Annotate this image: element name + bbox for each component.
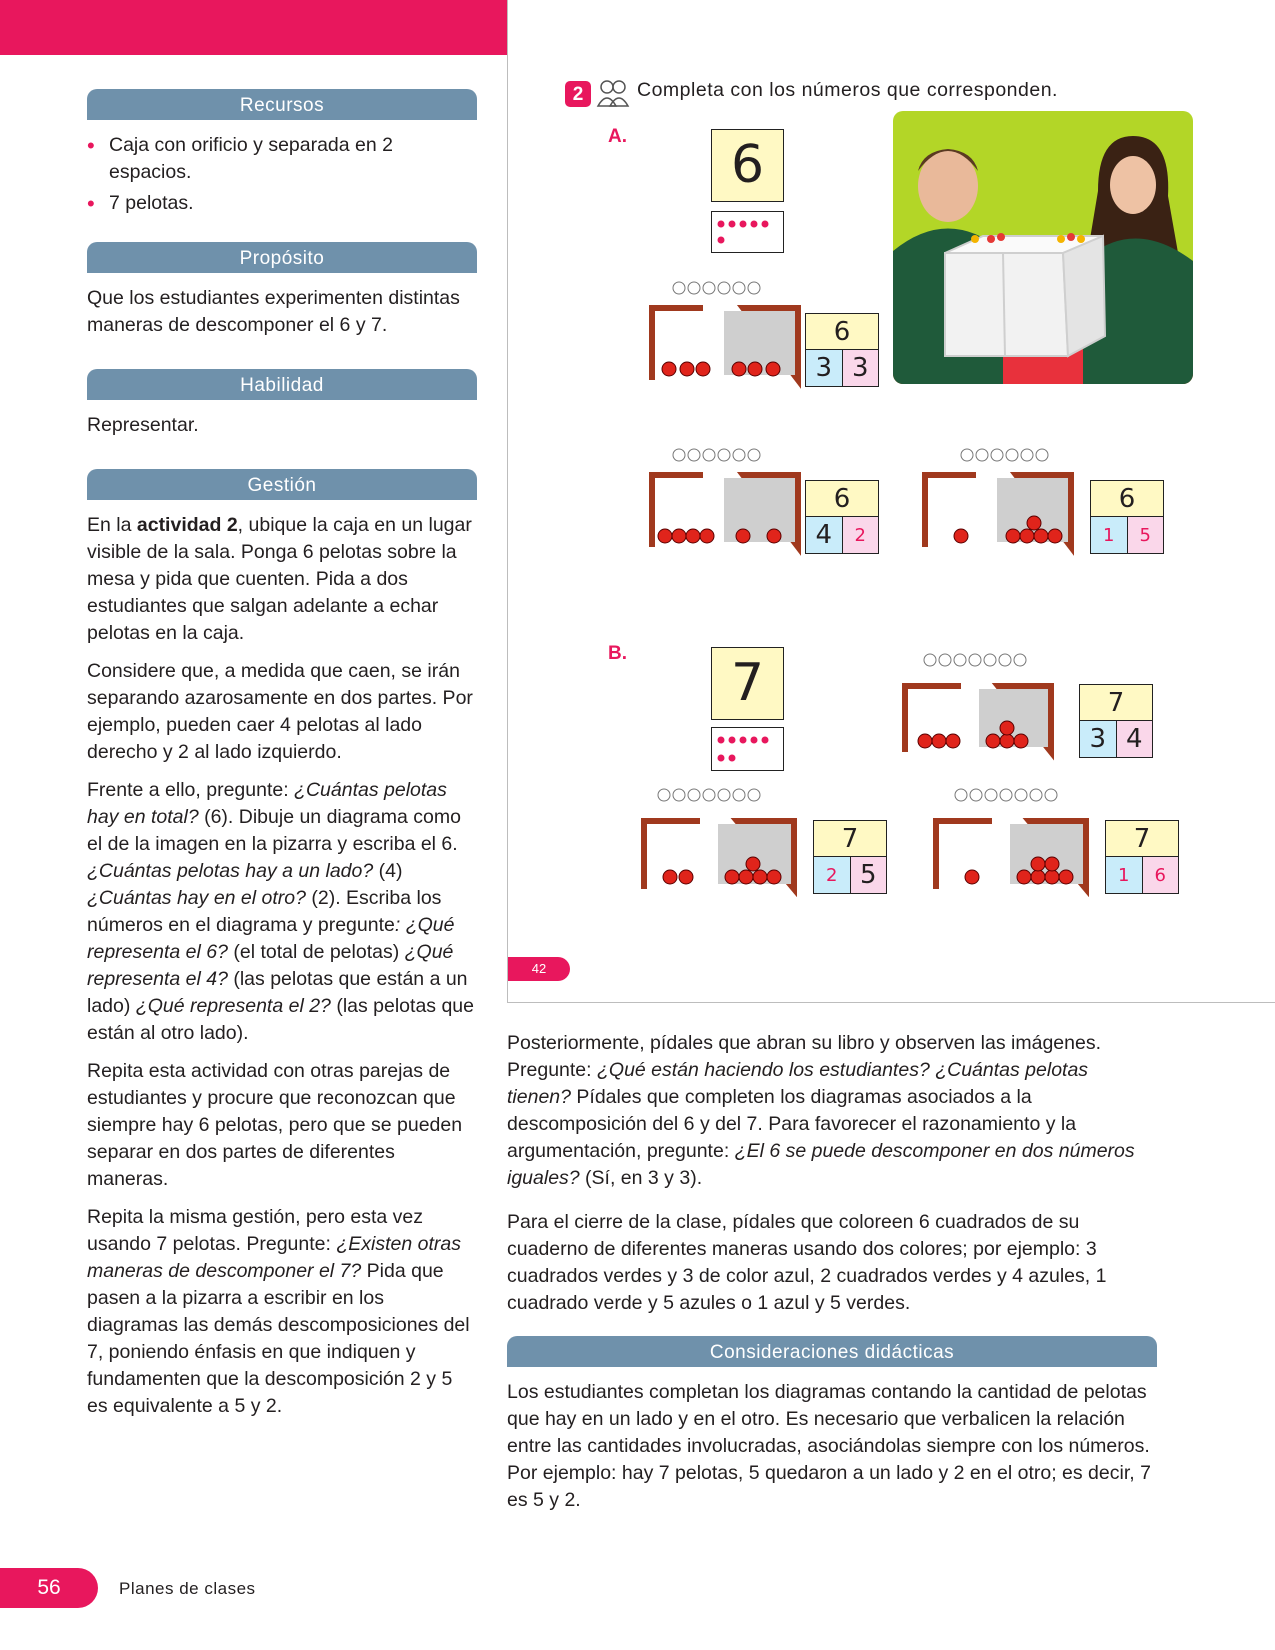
total-number-card: 6 xyxy=(711,129,784,202)
page-number: 56 xyxy=(0,1568,98,1608)
recursos-list xyxy=(87,132,477,217)
number-bond-diagram: 7 3 4 xyxy=(1079,684,1153,758)
gestion-text xyxy=(87,512,477,1431)
gestion-paragraph: Considere que, a medida que caen, se irán separando azarosamente en dos partes. Por ejemplo, pueden caer 4 pelotas al lado derecho y 2 al lado izquierdo. xyxy=(87,660,473,763)
number-bond-diagram: 6 4 2 xyxy=(805,480,879,554)
proposito-text: Que los estudiantes experimenten distintas maneras de descomponer el 6 y 7. xyxy=(87,287,460,336)
number-bond-diagram: 6 1 5 xyxy=(1090,480,1164,554)
ball-box-diagram xyxy=(648,447,803,557)
top-accent-bar xyxy=(0,0,507,55)
gestion-paragraph: Frente a ello, pregunte: ¿Cuántas pelotas hay en total? (6). Dibuje un diagrama como el de la imagen en la pizarra y escriba el 6. ¿Cuántas pelotas hay a un lado? (4) ¿Cuántas hay en el otro? (2). Escriba los números en el diagrama y pregunte: ¿Qué representa el 6? (el total de pelotas) ¿Qué representa el 4? (las pelotas que están a un lado) ¿Qué representa el 2? (las pelotas que están al otro lado). xyxy=(87,779,474,1044)
ball-box-diagram xyxy=(648,280,803,390)
textbook-page xyxy=(507,0,1275,1003)
ball-box-diagram xyxy=(921,447,1076,557)
list-item: • 7 pelotas. xyxy=(87,191,194,216)
right-paragraph: Para el cierre de la clase, pídales que coloreen 6 cuadrados de su cuaderno de diferentes maneras usando dos colores; por ejemplo: 3 cuadrados verdes y 3 de color azul, 2 cuadrados verdes y 4 azules, 1 cuadrado verde y 5 azules o 1 azul y 5 verdes. xyxy=(507,1211,1107,1314)
consideraciones-text: Los estudiantes completan los diagramas contando la cantidad de pelotas que hay en un lado y en el otro. Es necesario que verbalicen la relación entre las cantidades involucradas, asociándolas siempre con los números. Por ejemplo: hay 7 pelotas, 5 quedaron a un lado y 2 en el otro; es decir, 7 es 5 y 2. xyxy=(507,1381,1151,1511)
list-item: • Caja con orificio y separada en 2 espacios. xyxy=(87,133,393,183)
ball-box-diagram xyxy=(901,652,1066,762)
habilidad-header: Habilidad xyxy=(87,369,477,400)
number-bond-diagram: 7 2 5 xyxy=(813,820,887,894)
activity-number-badge: 2 xyxy=(565,81,591,107)
recursos-header: Recursos xyxy=(87,89,477,120)
right-paragraph: Posteriormente, pídales que abran su libro y observen las imágenes. Pregunte: ¿Qué están haciendo los estudiantes? ¿Cuántas pelotas tienen? Pídales que completen los diagramas asociados a la descomposición del 6 y del 7. Para favorecer el razonamiento y la argumentación, pregunte: ¿El 6 se puede descomponer en dos números iguales? (Sí, en 3 y 3). xyxy=(507,1032,1135,1189)
number-bond-diagram: 7 1 6 xyxy=(1105,820,1179,894)
activity-instruction: Completa con los números que corresponden. xyxy=(637,79,1058,101)
section-b-label: B. xyxy=(608,643,627,664)
habilidad-text: Representar. xyxy=(87,414,199,436)
ball-box-diagram xyxy=(640,787,805,897)
book-page-number: 42 xyxy=(508,957,570,981)
right-text xyxy=(507,1030,1157,1328)
number-bond-diagram: 6 3 3 xyxy=(805,313,879,387)
dot-card xyxy=(711,211,784,253)
gestion-paragraph: Repita la misma gestión, pero esta vez usando 7 pelotas. Pregunte: ¿Existen otras maneras de descomponer el 7? Pida que pasen a la pizarra a escribir en los diagramas las demás descomposiciones del 7, poniendo énfasis en que indiquen y fundamenten que la descomposición 2 y 5 es equivalente a 5 y 2. xyxy=(87,1206,470,1417)
section-a-label: A. xyxy=(608,126,627,147)
pair-work-icon xyxy=(596,76,630,110)
total-number-card: 7 xyxy=(711,647,784,720)
gestion-paragraph: En la actividad 2, ubique la caja en un lugar visible de la sala. Ponga 6 pelotas sobre la mesa y pida que cuenten. Pida a dos estudiantes que salgan adelante a echar pelotas en la caja. xyxy=(87,514,472,644)
dot-card xyxy=(711,727,784,771)
consideraciones-header: Consideraciones didácticas xyxy=(507,1336,1157,1367)
gestion-paragraph: Repita esta actividad con otras parejas de estudiantes y procure que reconozcan que siempre hay 6 pelotas, pero que se pueden separar en dos partes de diferentes maneras. xyxy=(87,1060,463,1190)
footer-label: Planes de clases xyxy=(119,1579,256,1598)
photo-students-with-box xyxy=(893,111,1193,384)
gestion-header: Gestión xyxy=(87,469,477,500)
proposito-header: Propósito xyxy=(87,242,477,273)
ball-box-diagram xyxy=(932,787,1097,897)
